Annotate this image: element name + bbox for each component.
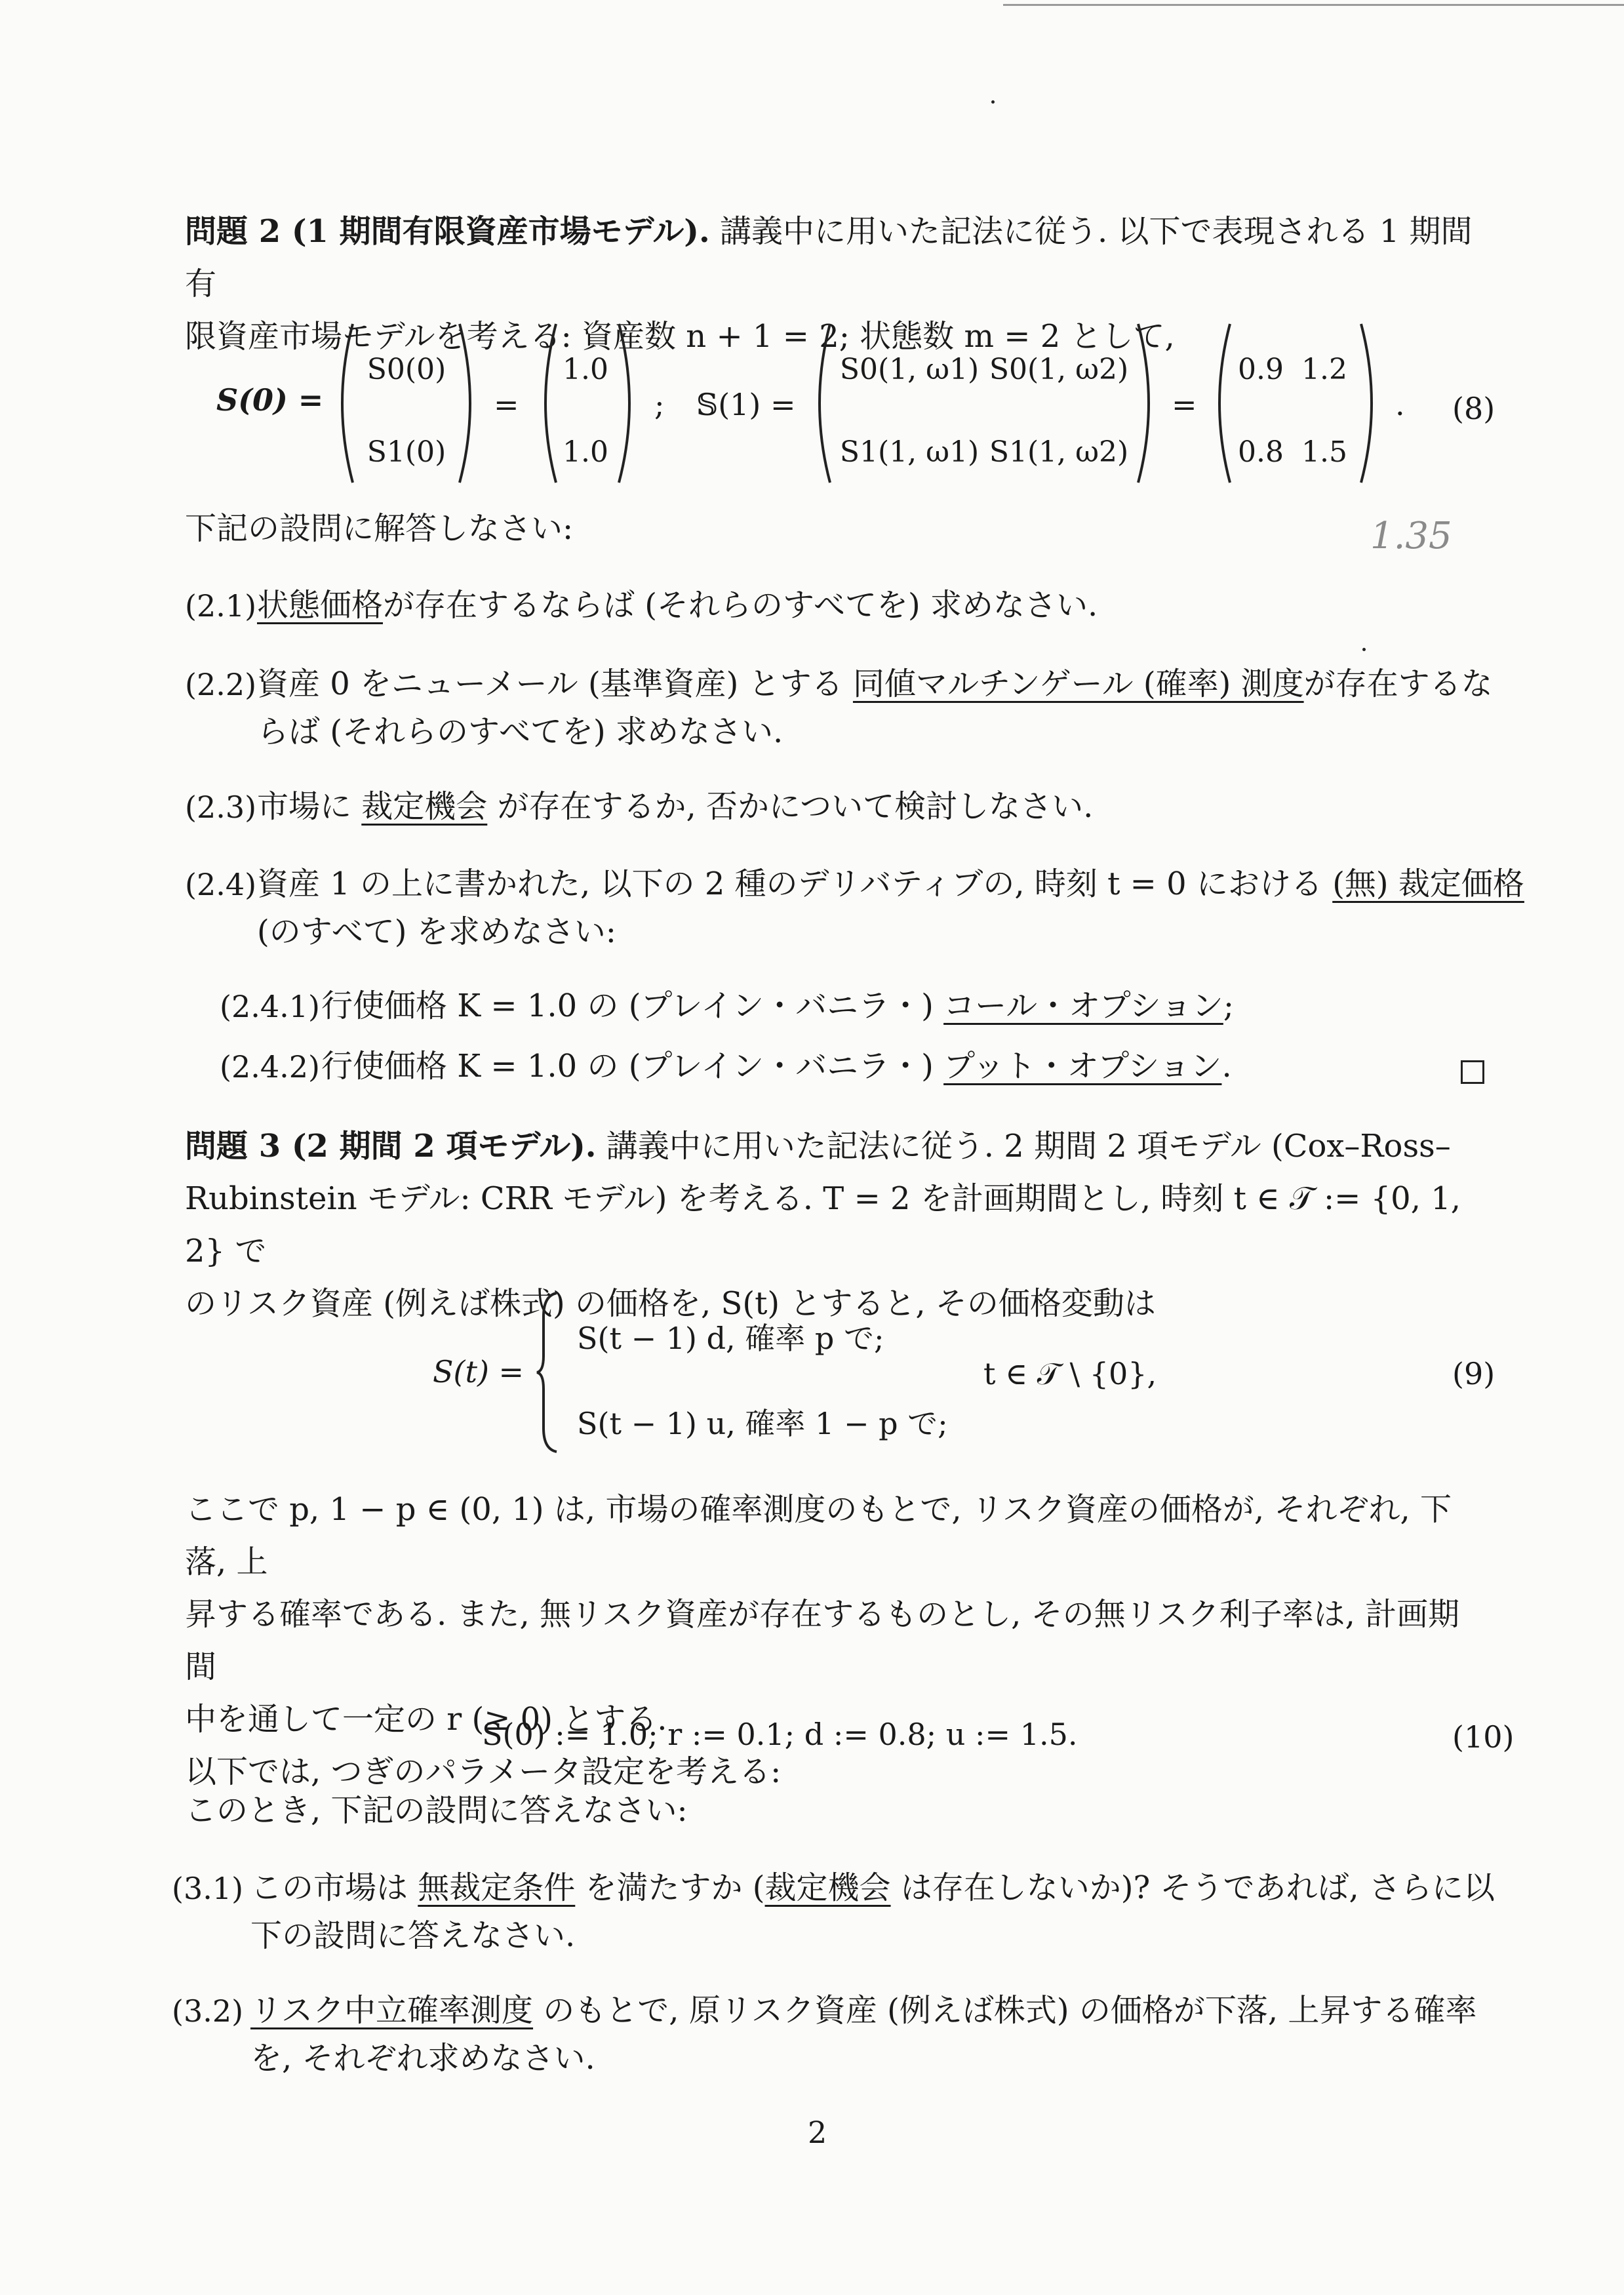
eq8-value-1: 1.0 xyxy=(563,435,608,469)
left-paren xyxy=(806,321,833,485)
problem-2-intro xyxy=(185,205,1490,363)
q32-rest: のもとで, 原リスク資産 (例えば株式) の価格が下落, 上昇する確率 xyxy=(533,1992,1477,2029)
problem-3-intro-line1: 講義中に用いた記法に従う. 2 期間 2 項モデル (Cox–Ross– xyxy=(596,1128,1451,1165)
q241-number: (2.4.1) xyxy=(220,989,320,1024)
right-paren xyxy=(1136,321,1162,485)
q32-line2: を, それぞれ求めなさい. xyxy=(250,2040,595,2077)
q22-line1 xyxy=(257,664,1493,704)
q241-pre: 行使価格 K = 1.0 の (プレイン・バニラ・) xyxy=(321,988,944,1024)
problem-3-after-line2: 昇する確率である. また, 無リスク資産が存在するものとし, その無リスク利子率は, 計画期間 xyxy=(185,1596,1460,1685)
eq10-parameters: S(0) := 1.0; r := 0.1; d := 0.8; u := 1.5. xyxy=(482,1717,1078,1752)
problem-3-intro xyxy=(185,1120,1490,1330)
problem-3-head: 問題 3 xyxy=(185,1128,281,1165)
q24-pre: 資産 1 の上に書かれた, 以下の 2 種のデリバティブの, 時刻 t = 0 における xyxy=(257,866,1333,902)
q31-line2: 下の設問に答えなさい. xyxy=(250,1917,576,1954)
q242-text xyxy=(321,1046,1232,1087)
eq8-matrix-21: S1(1, ω1) xyxy=(839,435,980,469)
eq8-s1-0: S1(0) xyxy=(366,435,446,469)
q242-term: プット・オプション xyxy=(943,1048,1222,1085)
problem-3-title: (2 期間 2 項モデル). xyxy=(281,1128,597,1165)
q31-mid: を満たすか ( xyxy=(575,1869,765,1906)
qed-box xyxy=(1461,1060,1484,1084)
eq8-lhs: S(0) = xyxy=(216,382,324,418)
q24-line1 xyxy=(257,864,1524,904)
problem-2-head: 問題 2 xyxy=(185,213,281,250)
eq9-case-up: S(t − 1) u, 確率 1 − p で; xyxy=(577,1406,948,1441)
q21-term: 状態価格 xyxy=(257,587,384,624)
q21-text xyxy=(257,585,1098,626)
q241-text xyxy=(321,986,1234,1026)
problem-2-title: (1 期間有限資産市場モデル). xyxy=(281,213,710,250)
equation-number-10: (10) xyxy=(1452,1719,1515,1755)
eq8-matrix-11: S0(1, ω1) xyxy=(839,353,980,386)
q242-rest: . xyxy=(1221,1048,1232,1085)
equation-number-9: (9) xyxy=(1452,1356,1495,1391)
scan-speck xyxy=(991,100,995,104)
problem-3-lead: このとき, 下記の設問に答えなさい: xyxy=(185,1792,688,1829)
q21-rest: が存在するならば (それらのすべてを) 求めなさい. xyxy=(383,587,1098,624)
eq8-semicolon: ; xyxy=(654,387,665,422)
scan-speck xyxy=(1362,648,1366,651)
eq8-numeric-12: 1.2 xyxy=(1301,353,1347,386)
eq8-matrix-12: S0(1, ω2) xyxy=(989,353,1129,386)
q31-term1: 無裁定条件 xyxy=(418,1869,576,1906)
equation-number-8: (8) xyxy=(1452,391,1495,426)
q24-line2: (のすべて) を求めなさい: xyxy=(257,913,616,950)
q31-term2: 裁定機会 xyxy=(764,1869,891,1906)
eq9-lhs: S(t) = xyxy=(433,1354,525,1389)
right-paren xyxy=(616,321,643,485)
eq8-numeric-21: 0.8 xyxy=(1238,435,1284,469)
q22-line2: らば (それらのすべてを) 求めなさい. xyxy=(257,713,783,750)
q242-pre: 行使価格 K = 1.0 の (プレイン・バニラ・) xyxy=(321,1048,944,1085)
left-paren xyxy=(1206,321,1233,485)
q31-number: (3.1) xyxy=(172,1871,244,1906)
q22-rest: が存在するな xyxy=(1303,666,1493,702)
eq8-numeric-11: 0.9 xyxy=(1238,353,1284,386)
q242-number: (2.4.2) xyxy=(220,1049,320,1085)
eq8-rhs-label: 𝕊(1) = xyxy=(696,387,796,422)
eq8-value-0: 1.0 xyxy=(563,353,608,386)
q21-number: (2.1) xyxy=(185,588,257,624)
q22-term: 同値マルチンゲール (確率) 測度 xyxy=(852,666,1304,702)
problem-3-after-line4: 以下では, つぎのパラメータ設定を考える: xyxy=(185,1753,782,1790)
problem-3-after-line1: ここで p, 1 − p ∈ (0, 1) は, 市場の確率測度のもとで, リスク資産の価格が, それぞれ, 下落, 上 xyxy=(185,1491,1452,1580)
problem-2-intro-line2: 限資産市場モデルを考える: 資産数 n + 1 = 2; 状態数 m = 2 として, xyxy=(185,318,1175,355)
q23-pre: 市場に xyxy=(257,788,362,825)
q24-term: (無) 裁定価格 xyxy=(1332,866,1524,902)
right-paren xyxy=(457,321,483,485)
q32-number: (3.2) xyxy=(172,1993,244,2029)
q31-pre: この市場は xyxy=(250,1869,418,1906)
q22-number: (2.2) xyxy=(185,667,257,702)
left-paren xyxy=(532,321,559,485)
right-paren xyxy=(1358,321,1385,485)
problem-3-intro-line2: Rubinstein モデル: CRR モデル) を考える. T = 2 を計画期間とし, 時刻 t ∈ 𝒯 := {0, 1, 2} で xyxy=(185,1180,1461,1269)
eq8-matrix-22: S1(1, ω2) xyxy=(989,435,1129,469)
q241-rest: ; xyxy=(1223,988,1235,1024)
eq9-case-down: S(t − 1) d, 確率 p で; xyxy=(577,1321,884,1356)
page-number: 2 xyxy=(808,2115,827,2150)
q23-rest: が存在するか, 否かについて検討しなさい. xyxy=(487,788,1094,825)
q32-line1 xyxy=(250,1990,1476,2031)
eq9-condition: t ∈ 𝒯 \ {0}, xyxy=(983,1356,1157,1391)
problem-3-intro-line3: のリスク資産 (例えば株式) の価格を, S(t) とすると, その価格変動は xyxy=(185,1285,1156,1322)
q23-number: (2.3) xyxy=(185,789,257,825)
q24-number: (2.4) xyxy=(185,867,257,902)
left-brace xyxy=(534,1290,561,1454)
scan-edge-line xyxy=(1003,4,1624,6)
left-paren xyxy=(329,321,355,485)
q31-line1 xyxy=(250,1867,1495,1908)
problem-3-after-line3: 中を通して一定の r (≥ 0) とする. xyxy=(185,1701,667,1738)
pencil-note: 1.35 xyxy=(1370,515,1452,557)
problem-2-intro-line1: 講義中に用いた記法に従う. 以下で表現される 1 期間有 xyxy=(185,213,1473,302)
eq8-period: . xyxy=(1395,387,1405,422)
q23-text xyxy=(257,786,1093,827)
q22-pre: 資産 0 をニューメール (基準資産) とする xyxy=(257,666,853,702)
q23-term: 裁定機会 xyxy=(361,788,488,825)
eq8-equals-a: = xyxy=(494,387,519,422)
q31-rest: は存在しないか)? そうであれば, さらに以 xyxy=(890,1869,1495,1906)
eq8-numeric-22: 1.5 xyxy=(1301,435,1347,469)
q241-term: コール・オプション xyxy=(943,988,1223,1024)
eq8-s0-0: S0(0) xyxy=(366,353,446,386)
q32-term: リスク中立確率測度 xyxy=(250,1992,534,2029)
eq8-equals-b: = xyxy=(1172,387,1197,422)
problem-2-lead: 下記の設問に解答しなさい: xyxy=(185,510,574,547)
